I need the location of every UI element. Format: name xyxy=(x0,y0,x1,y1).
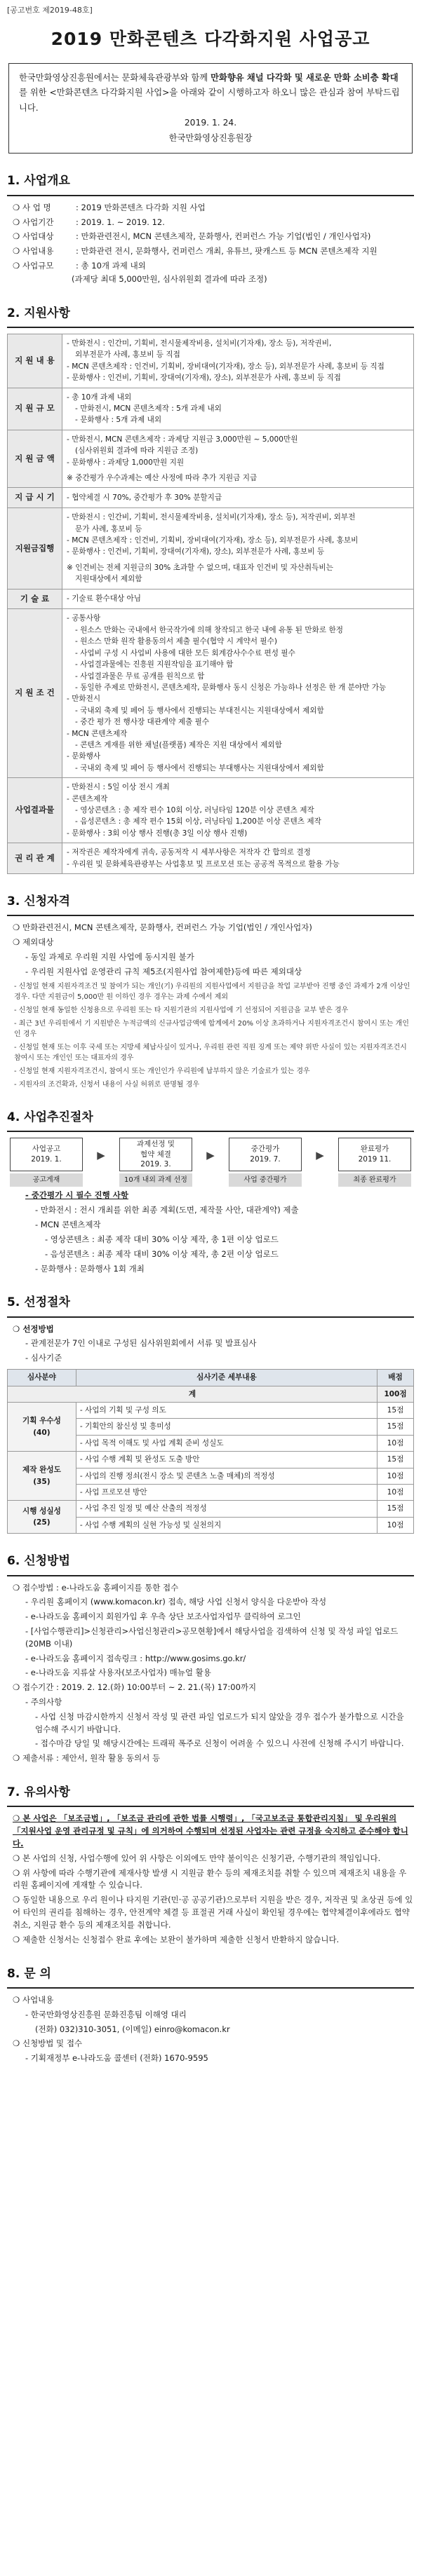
support-row-head: 지 급 시 기 xyxy=(8,488,62,508)
eligibility-line: ❍ 제외대상 xyxy=(13,937,54,948)
support-line: - 콘텐츠 게재를 위한 채널(플랫폼) 제작은 지원 대상에서 제외함 xyxy=(75,740,282,749)
application-link-line[interactable]: - e-나라도움 홈페이지 접속링크 : http://www.gosims.go.kr/ xyxy=(25,1653,246,1663)
support-row-content xyxy=(62,843,414,874)
evaluation-criterion: - 사업 수행 계획 및 완성도 도출 방안 xyxy=(76,1452,377,1468)
support-line: - 사업결과물에는 진흥원 지원작임을 표기해야 함 xyxy=(75,660,234,669)
evaluation-category: 시행 성실성 (25) xyxy=(8,1501,76,1534)
contact-line: ❍ 사업내용 xyxy=(13,1994,54,2005)
support-row-head: 사업결과물 xyxy=(8,778,62,843)
section-overview xyxy=(7,172,414,285)
schedule-step-caption: 사업 중간평가 xyxy=(229,1173,302,1187)
section-title: 4. 사업추진절차 xyxy=(7,1110,93,1124)
support-line: - 문화행사 : 3회 이상 행사 진행(총 3일 이상 행사 진행) xyxy=(67,829,248,838)
eligibility-line: - 동일 과제로 우리원 지원 사업에 동시지원 불가 xyxy=(25,951,194,962)
section-selection xyxy=(7,1293,414,1534)
support-row xyxy=(8,488,414,508)
support-row xyxy=(8,388,414,430)
overview-row xyxy=(7,217,414,229)
overview-row xyxy=(7,260,414,273)
support-row-head: 지 원 내 용 xyxy=(8,334,62,388)
support-row-content xyxy=(62,388,414,430)
evaluation-category: 제작 완성도 (35) xyxy=(8,1452,76,1501)
section-title: 5. 선정절차 xyxy=(7,1295,70,1310)
overview-label: 사업내용 xyxy=(22,246,54,257)
overview-sub-note: (과제당 최대 5,000만원, 심사위원회 결과에 따라 조정) xyxy=(72,273,267,284)
support-line: - 공통사항 xyxy=(67,614,101,623)
intro-org: 한국만화영상진흥원장 xyxy=(168,132,253,143)
support-line: - 만화전시, MCN 콘텐츠제작 : 과제당 지원금 3,000만원 ~ 5,000만원 xyxy=(67,435,298,444)
support-line: - 문화행사 : 5개 과제 내외 xyxy=(75,416,162,425)
schedule-step-caption: 최종 완료평가 xyxy=(338,1173,411,1187)
support-line: - 원소스 만화는 국내에서 한국작가에 의해 창작되고 한국 내에 유통 된 만화로 한정 xyxy=(75,625,343,634)
support-row xyxy=(8,609,414,778)
schedule-step xyxy=(338,1138,411,1187)
evaluation-points: 15점 xyxy=(377,1402,414,1418)
support-row-head: 권 리 관 계 xyxy=(8,843,62,874)
schedule-step-box xyxy=(338,1138,411,1171)
overview-label: 사업대상 xyxy=(22,231,54,242)
support-line: - 만화전시 : 5일 이상 전시 개최 xyxy=(67,783,170,792)
support-line: - 문화행사 : 인건비, 기획비, 장대여(기자재), 장소), 외부전문가 사례, 홍보비 등 직접 xyxy=(67,374,341,383)
schedule-step-caption: 10개 내외 과제 선정 xyxy=(119,1173,192,1187)
overview-value: : 총 10개 과제 내외 xyxy=(76,260,146,271)
evaluation-criterion: - 사업 목적 이해도 및 사업 계획 준비 성실도 xyxy=(76,1435,377,1451)
schedule-step-text: 2019 11. xyxy=(358,1154,392,1164)
support-line: - MCN 콘텐츠제작 : 인건비, 기획비, 장비대여(기자재), 장소 등), 외부전문가 사례, 홍보비 xyxy=(67,536,359,545)
overview-label: 사업규모 xyxy=(22,260,54,271)
eligibility-note: - 최근 3년 우리원에서 기 지원받은 누적금액의 신규사업금액에 합계에서 20% 이상 초과하거나 지원자격조건시 참여시 또는 개인인 경우 xyxy=(14,1019,409,1038)
section-procedure xyxy=(7,1108,414,1276)
overview-value: : 만화관련 전시, 문화행사, 컨퍼런스 개최, 유튜브, 팟캐스트 등 MCN 콘텐츠제작 지원 xyxy=(76,246,377,257)
evaluation-criterion: - 사업의 기획 및 구성 의도 xyxy=(76,1402,377,1418)
section-divider xyxy=(7,195,414,196)
section-divider xyxy=(7,1131,414,1132)
section-application xyxy=(7,1552,414,1765)
intro-post: 를 위한 <만화콘텐츠 다각화지원 사업>을 아래와 같이 시행하고자 하오니 많은 관심과 참여 부탁드립니다. xyxy=(19,88,400,113)
procedure-line: - 영상콘텐츠 : 최종 제작 대비 30% 이상 제작, 총 1편 이상 업로드 xyxy=(45,1234,279,1244)
overview-row xyxy=(7,245,414,258)
support-row-content xyxy=(62,589,414,609)
support-line: - 기술료 환수대상 아님 xyxy=(67,594,142,604)
section-title: 7. 유의사항 xyxy=(7,1785,70,1800)
schedule-step-box xyxy=(229,1138,302,1171)
procedure-line: - MCN 콘텐츠제작 xyxy=(35,1220,101,1230)
support-line: - 문화행사 xyxy=(67,752,101,761)
evaluation-points: 10점 xyxy=(377,1484,414,1500)
support-line: ※ 인건비는 전체 지원금의 30% 초과할 수 없으며, 대표자 인건비 및 자산취득비는 xyxy=(67,563,333,572)
application-line: - 접수마감 당일 및 해당시간에는 트래픽 폭주로 신청이 어려울 수 있으니 사전에 신청해 주시기 바랍니다. xyxy=(35,1738,404,1749)
schedule-step-text: 협약 체결 xyxy=(140,1150,171,1159)
section-precautions xyxy=(7,1783,414,1946)
support-row-content xyxy=(62,334,414,388)
contact-line: ❍ 신청방법 및 접수 xyxy=(13,2038,83,2049)
precaution-line: ❍ 제출한 신청서는 신청접수 완료 후에는 보완이 불가하며 제출한 신청서 반환하지 않습니다. xyxy=(13,1934,340,1944)
schedule-step-text: 2019. 3. xyxy=(140,1160,171,1169)
support-row-content xyxy=(62,430,414,488)
support-line: - 국내외 축제 및 페어 등 행사에서 진행되는 부대전시는 지원대상에서 제외함 xyxy=(75,706,324,715)
support-row-content xyxy=(62,609,414,778)
page-title: 2019 만화콘텐츠 다각화지원 사업공고 xyxy=(51,29,370,50)
evaluation-row xyxy=(8,1402,414,1418)
intro-box xyxy=(8,63,413,154)
section-divider xyxy=(7,1575,414,1576)
support-row-head: 지 원 조 건 xyxy=(8,609,62,778)
evaluation-criterion: - 사업 추진 일정 및 예산 산출의 적정성 xyxy=(76,1501,377,1517)
support-line: - 만화전시 xyxy=(67,695,101,704)
section-eligibility xyxy=(7,892,414,1090)
overview-row xyxy=(7,231,414,243)
procedure-line: - 중간평가 시 필수 진행 사항 xyxy=(25,1190,128,1201)
selection-line: - 심사기준 xyxy=(25,1353,62,1363)
support-line: 외부전문가 사례, 홍보비 등 직접 xyxy=(75,350,180,360)
schedule-step-box xyxy=(119,1138,192,1171)
precaution-line: ❍ 동일한 내용으로 우리 원이나 타지원 기관(민·공 공공기관)으로부터 지원을 받은 경우, 저작권 및 초상권 등에 있어 타인의 권리를 침해하는 경우, 안전계약 체결 등 표절권 거래 사실이 확인될 경우에는 협약체결이후에라도 협약취소, 지원금 환수 등의 제재조치를 취합니다. xyxy=(13,1895,413,1930)
arrow-right-icon: ▶ xyxy=(206,1148,215,1161)
schedule-step-text: 2019. 7. xyxy=(250,1154,281,1164)
support-row-head: 지 원 규 모 xyxy=(8,388,62,430)
support-line: - 문화행사 : 인건비, 기획비, 장대여(기자재), 장소), 외부전문가 사례, 홍보비 등 xyxy=(67,547,325,557)
support-line: - MCN 콘텐츠제작 xyxy=(67,729,128,738)
evaluation-points: 10점 xyxy=(377,1517,414,1533)
evaluation-criterion: - 사업 수행 계획의 실현 가능성 및 실천의지 xyxy=(76,1517,377,1533)
support-row xyxy=(8,430,414,488)
support-row-content xyxy=(62,488,414,508)
overview-value: : 만화관련전시, MCN 콘텐츠제작, 문화행사, 컨퍼런스 가능 기업(법인 / 개인사업자) xyxy=(76,231,371,242)
schedule-step xyxy=(10,1138,83,1187)
support-line: (심사위원회 결과에 따라 지원금 조정) xyxy=(75,447,199,456)
arrow-right-icon: ▶ xyxy=(97,1148,105,1161)
evaluation-points: 10점 xyxy=(377,1435,414,1451)
application-line: - e-나라도움 지류살 사용자(보조사업자) 매뉴얼 활용 xyxy=(25,1668,211,1678)
support-line: - 문화행사 : 과제당 1,000만원 지원 xyxy=(67,458,185,467)
support-line: - 원소스 만화 원작 활용동의서 제출 필수(협약 시 계약서 필수) xyxy=(75,637,277,646)
support-row-head: 기 술 료 xyxy=(8,589,62,609)
support-line: - 음성콘텐츠 : 총 제작 편수 15회 이상, 러닝타임 1,200분 이상 콘텐츠 제작 xyxy=(75,817,321,826)
support-line: - 협약체결 시 70%, 중간평가 후 30% 분할지급 xyxy=(67,493,222,503)
support-line: - 총 10개 과제 내외 xyxy=(67,393,132,402)
application-line: ❍ 접수방법 : e-나라도움 홈페이지를 통한 접수 xyxy=(13,1582,179,1593)
schedule-step xyxy=(119,1138,192,1187)
section-support xyxy=(7,304,414,874)
application-line: - e-나라도움 홈페이지 회원가입 후 우측 상단 보조사업자업무 클릭하여 로그인 xyxy=(25,1611,301,1622)
support-row-head: 지원금집행 xyxy=(8,508,62,589)
overview-label: 사 업 명 xyxy=(22,202,51,212)
intro-highlight: 만화향유 채널 다각화 및 새로운 만화 소비층 확대 xyxy=(210,72,399,83)
selection-line: - 관계전문가 7인 이내로 구성된 심사위원회에서 서류 및 발표심사 xyxy=(25,1338,257,1349)
application-link-line[interactable]: - 우리원 홈페이지 (www.komacon.kr) 접속, 해당 사업 신청서 양식을 다운받아 작성 xyxy=(25,1597,327,1607)
support-line: - 사업결과물은 무료 공개를 원칙으로 함 xyxy=(75,672,205,681)
support-line: - 만화전시, MCN 콘텐츠제작 : 5개 과제 내외 xyxy=(75,404,222,413)
support-row-content xyxy=(62,778,414,843)
schedule-step-text: 2019. 1. xyxy=(31,1154,62,1164)
bullet-icon: ❍ xyxy=(13,217,20,227)
section-divider xyxy=(7,1316,414,1318)
evaluation-total-label: 계 xyxy=(8,1386,377,1402)
section-divider xyxy=(7,915,414,916)
support-line: - 사업비 구성 시 사업비 사용에 대한 모든 회계감사수수료 편성 필수 xyxy=(75,648,295,657)
evaluation-points: 10점 xyxy=(377,1468,414,1484)
precaution-line: ❍ 위 사항에 따라 수행기관에 제재사항 발생 시 지원금 환수 등의 제재조치를 취할 수 있으며 제재조치 내용을 우리원 홈페이지에 게재할 수 있습니다. xyxy=(13,1867,407,1890)
evaluation-table xyxy=(7,1369,414,1534)
support-row-content xyxy=(62,508,414,589)
evaluation-criterion: - 기획안의 참신성 및 흥미성 xyxy=(76,1419,377,1435)
eligibility-line: ❍ 만화관련전시, MCN 콘텐츠제작, 문화행사, 컨퍼런스 가능 기업(법인 / 개인사업자) xyxy=(13,922,312,933)
evaluation-points: 15점 xyxy=(377,1501,414,1517)
intro-paragraph xyxy=(19,71,402,116)
eligibility-note: - 신청일 현재 지원자격조건시, 참여시 또는 개인인가 우리원에 납부하지 않은 기술료가 있는 경우 xyxy=(14,1067,310,1075)
section-contact xyxy=(7,1965,414,2065)
support-line: - 영상콘텐츠 : 총 제작 편수 10회 이상, 러닝타임 120분 이상 콘텐츠 제작 xyxy=(75,805,314,815)
section-title: 1. 사업개요 xyxy=(7,174,70,189)
evaluation-header: 심사기준 세부내용 xyxy=(76,1370,377,1386)
section-divider xyxy=(7,1987,414,1989)
application-line: ❍ 제출서류 : 제안서, 원작 활용 동의서 등 xyxy=(13,1753,161,1764)
intro-pre: 한국만화영상진흥원에서는 문화체육관광부와 함께 xyxy=(19,72,211,83)
evaluation-criterion: - 사업의 진행 정쇠(전시 장소 및 콘텐츠 노출 매체)의 적정성 xyxy=(76,1468,377,1484)
precaution-line: ❍ 본 사업은 「보조금법」, 「보조금 관리에 관한 법률 시행령」, 「국고보조금 통합관리지침」 및 우리원의 「지원사업 운영 관리규정 및 규칙」에 의거하여 수행되며 선정된 사업자는 관련 규정을 숙지하고 준수해야 합니다. xyxy=(13,1813,408,1849)
bullet-icon: ❍ xyxy=(13,246,20,257)
support-line: ※ 중간평가 우수과제는 예산 사정에 따라 추가 지원금 지급 xyxy=(67,474,258,482)
evaluation-header: 배점 xyxy=(377,1370,414,1386)
eligibility-note: - 신청일 현재 또는 이후 국세 또는 지방세 체납사실이 있거나, 우리원 관련 직원 징계 또는 제약 위반 사실이 있는 지원자격조건시 참여시 또는 개인인 또는 대표자의 경우 xyxy=(14,1043,407,1062)
schedule-step xyxy=(229,1138,302,1187)
section-title: 2. 지원사항 xyxy=(7,306,70,320)
support-row xyxy=(8,589,414,609)
contact-line: - 한국만화영상진흥원 문화진흥팀 이해영 대리 xyxy=(25,2009,187,2019)
application-line: - [사업수행관리]>신청관리>사업신청관리>공모현황]에서 해당사업을 검색하여 신청 및 작성 파일 업로드(20MB 이내) xyxy=(25,1626,399,1649)
support-line: - MCN 콘텐츠제작 : 인건비, 기획비, 장비대여(기자재), 장소 등), 외부전문가 사례, 홍보비 등 직접 xyxy=(67,362,385,371)
schedule-step-box xyxy=(10,1138,83,1171)
support-row xyxy=(8,334,414,388)
schedule-step-text: 사업공고 xyxy=(32,1145,61,1154)
schedule-step-text: 과제선정 및 xyxy=(136,1139,175,1148)
support-line: 지원대상에서 제외함 xyxy=(75,575,142,584)
evaluation-row xyxy=(8,1501,414,1517)
overview-label: 사업기간 xyxy=(22,217,54,227)
eligibility-note: - 신청일 현재 지원자격조건 및 참여가 되는 개인(기) 우리원의 지원사업에서 지원금을 착업 교부받아 진행 중인 과제가 2개 이상인 경우. 다만 지원금이 5,000만 원 이하인 경우 경우는 과제 수에서 제외 xyxy=(14,982,410,1001)
procedure-line: - 만화전시 : 전시 개최를 위한 최종 계획(도면, 제작물 사안, 대관계약) 제출 xyxy=(35,1205,299,1215)
application-line: - 주의사항 xyxy=(25,1697,62,1707)
support-line: 문가 사례, 홍보비 등 xyxy=(75,524,142,533)
support-row xyxy=(8,843,414,874)
application-line: ❍ 접수기간 : 2019. 2. 12.(화) 10:00부터 ~ 2. 21.(목) 17:00까지 xyxy=(13,1682,257,1693)
support-line: - 만화전시 : 인간미, 기획비, 전시물제작비용, 설치비(기자재), 장소 등), 저작권비, xyxy=(67,339,332,348)
support-table xyxy=(7,334,414,874)
overview-value: : 2019 만화콘텐츠 다각화 지원 사업 xyxy=(76,202,206,212)
eligibility-note: - 지원자의 조건확과, 신청서 내용이 사실 허위로 판명될 경우 xyxy=(14,1080,200,1089)
support-line: - 만화전시 : 인간비, 기획비, 전시물제작비용, 설치비(기자재), 장소 등), 저작권비, 외부전 xyxy=(67,513,356,522)
support-line: - 중간 평가 전 행사장 대관계약 제출 필수 xyxy=(75,718,210,727)
section-title: 8. 문 의 xyxy=(7,1966,51,1981)
precaution-line: ❍ 본 사업의 신청, 사업수행에 있어 위 사항은 이외에도 만약 불이익은 신청기관, 수행기관의 책임입니다. xyxy=(13,1853,381,1863)
overview-value: : 2019. 1. ~ 2019. 12. xyxy=(76,217,165,227)
arrow-right-icon: ▶ xyxy=(316,1148,324,1161)
bullet-icon: ❍ xyxy=(13,231,20,242)
overview-row xyxy=(7,202,414,214)
evaluation-points: 15점 xyxy=(377,1452,414,1468)
bullet-icon: ❍ xyxy=(13,202,20,212)
bullet-icon: ❍ xyxy=(13,260,20,271)
eligibility-note: - 신청일 현재 동일한 신청용으로 우리원 또는 타 지원기관의 지원사업에 기 선정되어 지원금을 교부 받은 경우 xyxy=(14,1006,349,1014)
evaluation-criterion: - 사업 프로모션 방안 xyxy=(76,1484,377,1500)
support-line: - 콘텐츠제작 xyxy=(67,794,108,803)
section-title: 3. 신청자격 xyxy=(7,894,70,908)
contact-email-line[interactable]: (전화) 032)310-3051, (이메일) einro@komacon.kr xyxy=(35,2024,230,2034)
evaluation-row xyxy=(8,1452,414,1468)
support-row xyxy=(8,778,414,843)
support-line: - 동일한 주제로 만화전시, 콘텐츠제작, 문화행사 동시 신청은 가능하나 선정은 한 개 분야만 가능 xyxy=(75,683,387,692)
procedure-line: - 음성콘텐츠 : 최종 제작 대비 30% 이상 제작, 총 2편 이상 업로드 xyxy=(45,1248,279,1259)
schedule-step-caption: 공고게재 xyxy=(10,1173,83,1187)
support-line: - 저작권은 제작자에게 귀속, 공동저작 시 세부사항은 저작자 간 합의로 결정 xyxy=(67,848,311,857)
application-line: - 사업 신청 마감시한까지 신청서 작성 및 관련 파일 업로드가 되지 않았을 경우 접수가 불가함으로 시간을 엄수해 주시기 바랍니다. xyxy=(35,1711,404,1734)
section-title: 6. 신청방법 xyxy=(7,1554,70,1569)
selection-line: ❍ 선정방법 xyxy=(13,1323,54,1334)
evaluation-header: 심사분야 xyxy=(8,1370,76,1386)
evaluation-total-row xyxy=(8,1386,414,1402)
support-row-head: 지 원 금 액 xyxy=(8,430,62,488)
contact-line: - 기획재정부 e-나라도움 콜센터 (전화) 1670-9595 xyxy=(25,2053,208,2064)
support-line: - 국내외 축제 및 페어 등 행사에서 진행되는 부대행사는 지원대상에서 제외함 xyxy=(75,763,324,772)
schedule-step-text: 중간평가 xyxy=(250,1145,280,1154)
eligibility-line: - 우리원 지원사업 운영관리 규칙 제5조(지원사업 참여제한)등에 따른 제외대상 xyxy=(25,966,302,976)
evaluation-points: 15점 xyxy=(377,1419,414,1435)
schedule-step-text: 완료평가 xyxy=(360,1145,389,1154)
schedule-flow xyxy=(7,1138,414,1187)
section-divider xyxy=(7,1806,414,1807)
support-row xyxy=(8,508,414,589)
intro-date: 2019. 1. 24. xyxy=(184,118,237,128)
notice-number: [공고번호 제2019-48호] xyxy=(7,6,93,15)
evaluation-total-points: 100점 xyxy=(377,1386,414,1402)
evaluation-category: 기획 우수성 (40) xyxy=(8,1402,76,1451)
support-line: - 우리원 및 문화체육관광부는 사업홍보 및 프로모션 또는 공공적 목적으로 활용 가능 xyxy=(67,859,340,868)
section-divider xyxy=(7,327,414,328)
procedure-line: - 문화행사 : 문화행사 1회 개최 xyxy=(35,1263,145,1274)
